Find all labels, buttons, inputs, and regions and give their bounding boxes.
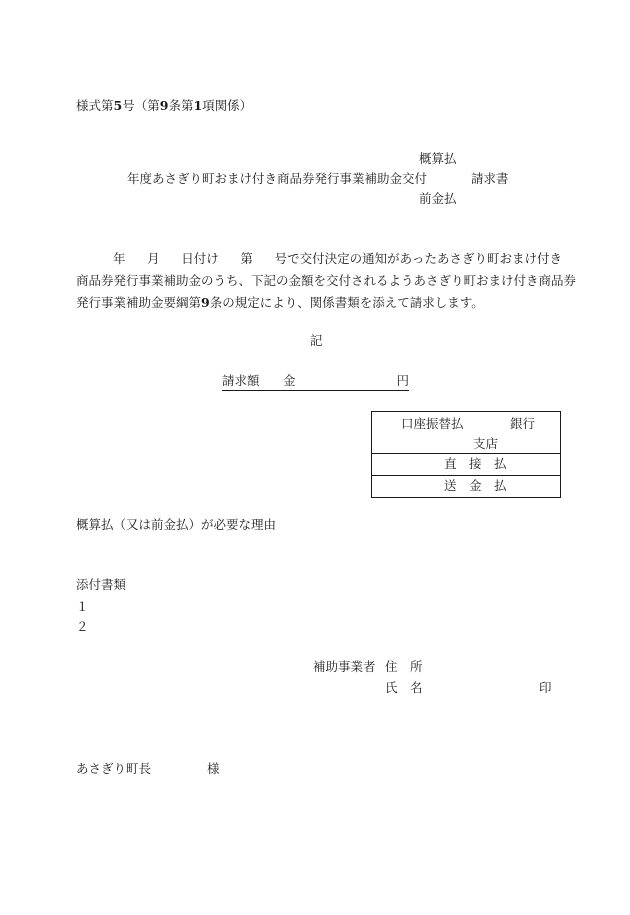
title-option-advance: 概算払: [419, 151, 457, 166]
branch-label: 支店: [473, 436, 499, 451]
reason-label: 概算払（又は前金払）が必要な理由: [76, 517, 277, 532]
attachments-label: 添付書類: [76, 577, 127, 592]
bank-label: 銀行: [510, 416, 536, 431]
remit-label: 送 金 払: [444, 478, 507, 493]
payment-transfer-cell: [372, 412, 561, 454]
payment-remit-cell: [372, 476, 561, 498]
title-option-prepay: 前金払: [419, 191, 457, 206]
applicant-address-label: 住 所: [385, 659, 423, 674]
title-lead: 年度あさぎり町おまけ付き商品券発行事業補助金交付: [127, 171, 428, 186]
title-tail: 請求書: [471, 171, 509, 186]
applicant-name-label: 氏 名: [385, 680, 423, 695]
transfer-label: 口座振替払: [401, 416, 464, 431]
payment-direct-cell: [372, 454, 561, 476]
payment-method-table: [371, 411, 561, 498]
attachment-item-2: ２: [76, 619, 89, 634]
ki-heading: 記: [310, 333, 323, 348]
attachment-item-1: １: [76, 599, 89, 614]
body-line-3: 発行事業補助金要綱第9条の規定により、関係書類を添えて請求します。: [76, 295, 484, 310]
direct-label: 直 接 払: [444, 456, 507, 471]
seal-mark: 印: [539, 680, 552, 695]
body-line-2: 商品券発行事業補助金のうち、下記の金額を交付されるようあさぎり町おまけ付き商品券: [76, 273, 577, 288]
amount-line: 請求額 金 円: [222, 375, 409, 391]
recipient-honorific: 様: [207, 761, 220, 776]
body-line-1: 年 月 日付け 第 号で交付決定の通知があったあさぎり町おまけ付き: [113, 251, 562, 266]
applicant-role: 補助事業者: [313, 659, 376, 674]
form-number: 様式第5号（第9条第1項関係）: [76, 98, 253, 113]
recipient-name: あさぎり町長: [76, 761, 152, 776]
